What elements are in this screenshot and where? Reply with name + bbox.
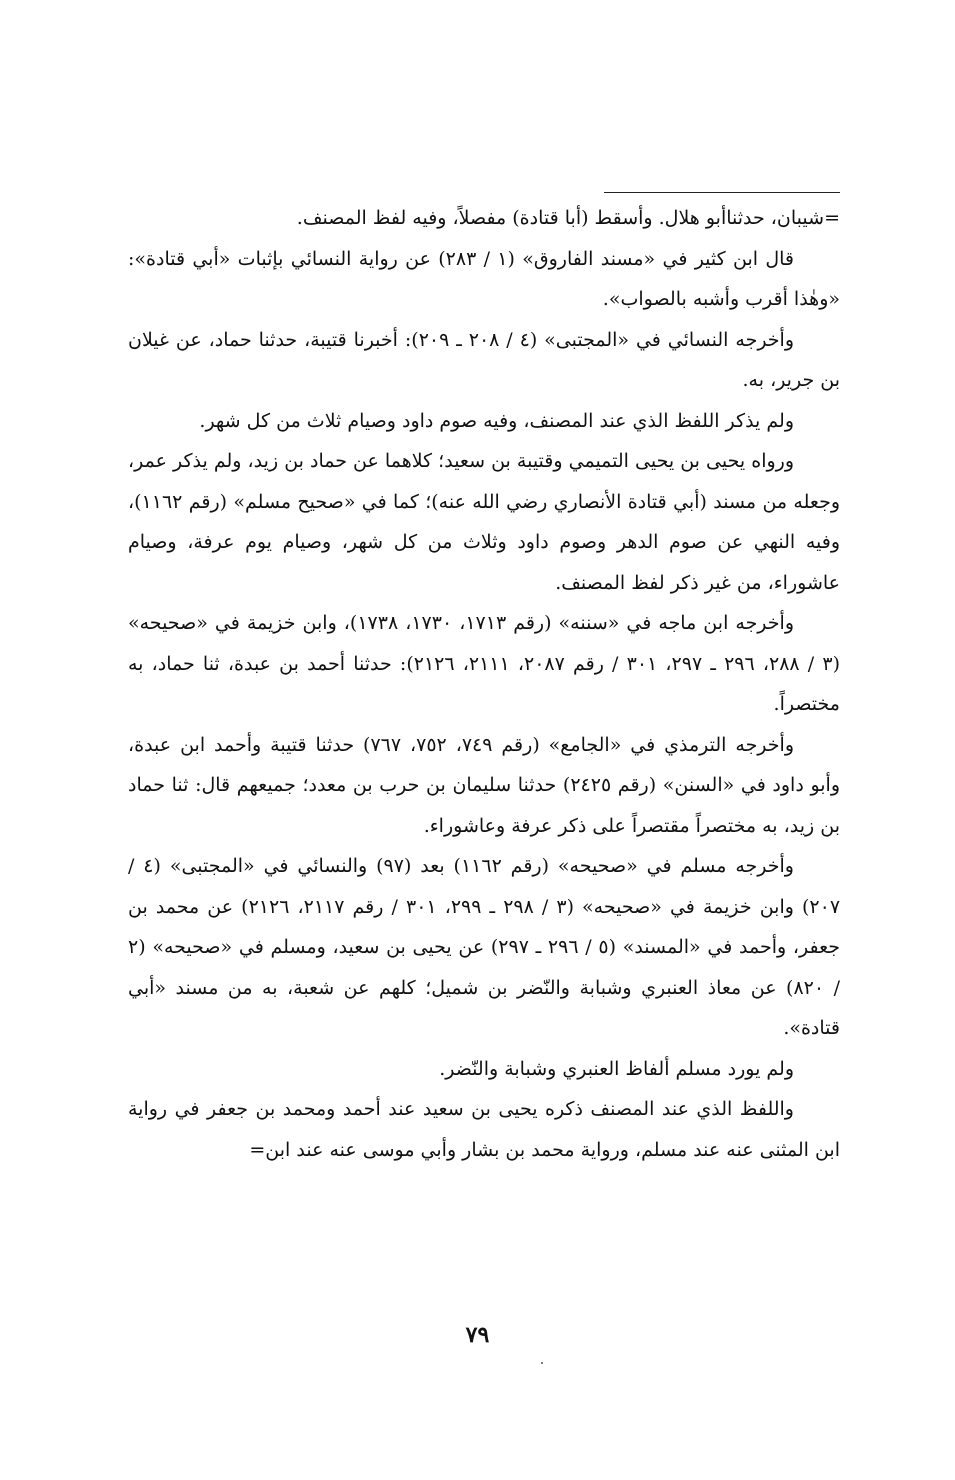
footnote-paragraph-author-wording: واللفظ الذي عند المصنف ذكره يحيى بن سعيد عند أحمد ومحمد بن جعفر في رواية ابن المثنى عنه عند مسلم، ورواية محمد بن بشار وأبي موسى عنه عند ابن= — [128, 1098, 840, 1161]
footnote-paragraph-ibn-majah: وأخرجه ابن ماجه في «سننه» (رقم ١٧١٣، ١٧٣٠، ١٧٣٨)، وابن خزيمة في «صحيحه» (٣ / ٢٨٨، ٢٩٦ ـ ٢٩٧، ٣٠١ / رقم ٢٠٨٧، ٢١١١، ٢١٢٦): حدثنا أحمد بن عبدة، ثنا حماد، به مختصراً. — [128, 612, 840, 715]
page-number: ٧٩ — [465, 1322, 490, 1348]
scan-speck — [541, 1362, 543, 1364]
footnote-paragraph-wording-note: ولم يذكر اللفظ الذي عند المصنف، وفيه صوم داود وصيام ثلاث من كل شهر. — [199, 409, 794, 432]
footnote-block — [128, 198, 840, 1170]
footnote-paragraph-tirmidhi: وأخرجه الترمذي في «الجامع» (رقم ٧٤٩، ٧٥٢، ٧٦٧) حدثنا قتيبة وأحمد ابن عبدة، وأبو داود في «السنن» (رقم ٢٤٢٥) حدثنا سليمان بن حرب بن معدد؛ جميعهم قال: ثنا حماد بن زيد، به مختصراً مقتصراً على ذكر عرفة وعاشوراء. — [128, 733, 840, 837]
footnote-paragraph-shuba-route: وأخرجه مسلم في «صحيحه» (رقم ١١٦٢) بعد (٩٧) والنسائي في «المجتبى» (٤ / ٢٠٧) وابن خزيمة في «صحيحه» (٣ / ٢٩٨ ـ ٢٩٩، ٣٠١ / رقم ٢١١٧، ٢١٢٦) عن محمد بن جعفر، وأحمد في «المسند» (٥ / ٢٩٦ ـ ٢٩٧) عن يحيى بن سعيد، ومسلم في «صحيحه» (٢ / ٨٢٠) عن معاذ العنبري وشبابة والنّضر بن شميل؛ كلهم عن شعبة، به من مسند «أبي قتادة». — [128, 855, 841, 1039]
footnote-paragraph-nasai: وأخرجه النسائي في «المجتبى» (٤ / ٢٠٨ ـ ٢٠٩): أخبرنا قتيبة، حدثنا حماد، عن غيلان بن جرير، به. — [128, 328, 840, 391]
footnote-paragraph-muslim-omission: ولم يورد مسلم ألفاظ العنبري وشبابة والنّضر. — [439, 1057, 794, 1080]
footnote-paragraph-muslim-narration: ورواه يحيى بن يحيى التميمي وقتيبة بن سعيد؛ كلاهما عن حماد بن زيد، ولم يذكر عمر، وجعله من مسند (أبي قتادة الأنصاري رضي الله عنه)؛ كما في «صحيح مسلم» (رقم ١١٦٢)، وفيه النهي عن صوم الدهر وصوم داود وثلاث من كل شهر، وصيام يوم عرفة، وصيام عاشوراء، من غير ذكر لفظ المصنف. — [128, 450, 840, 594]
footnote-separator-rule — [604, 192, 840, 193]
footnote-paragraph-ibn-kathir: قال ابن كثير في «مسند الفاروق» (١ / ٢٨٣) عن رواية النسائي بإثبات «أبي قتادة»: «وهٰذا أقرب وأشبه بالصواب». — [128, 247, 840, 310]
footnote-paragraph-continued: =شيبان، حدثناأبو هلال. وأسقط (أبا قتادة) مفصلاً، وفيه لفظ المصنف. — [296, 207, 840, 229]
